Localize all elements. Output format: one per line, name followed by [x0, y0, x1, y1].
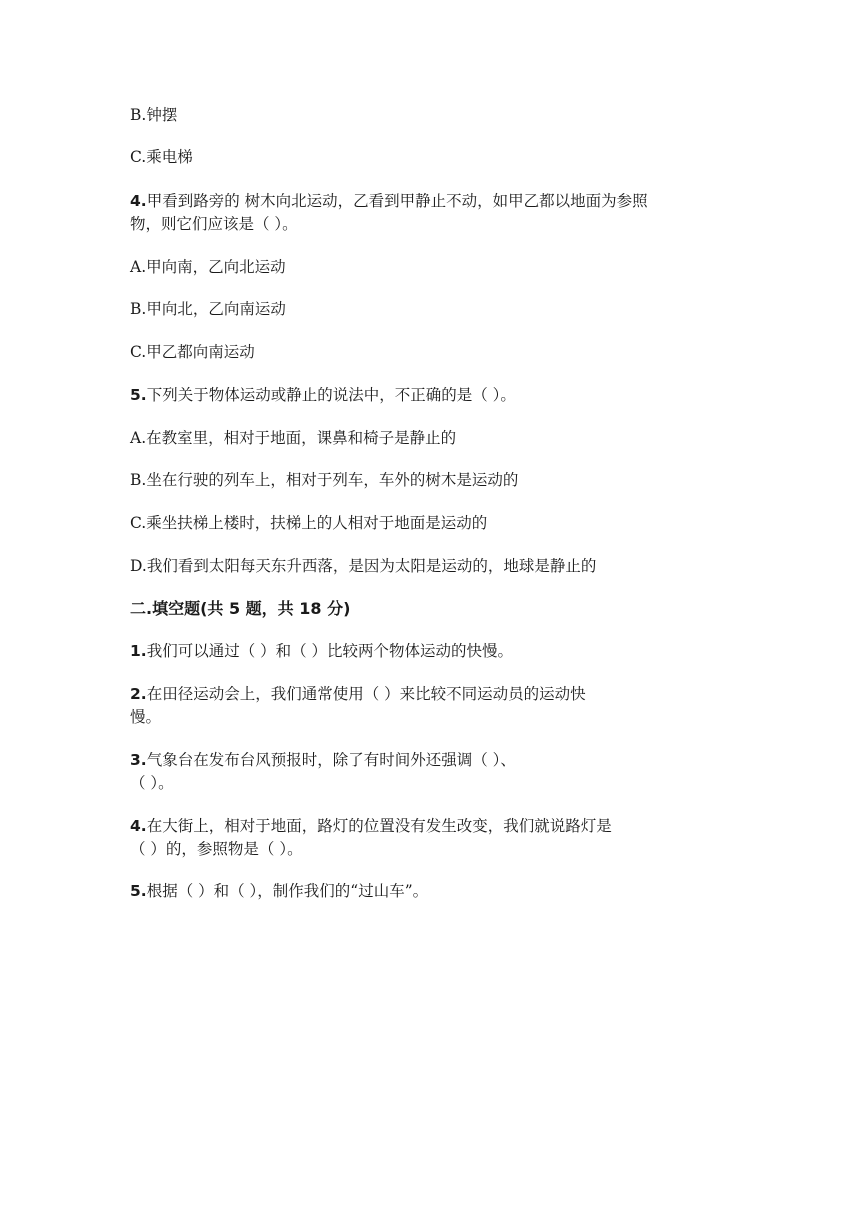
q4-stem-line1: 4.甲看到路旁的 树木向北运动，乙看到甲静止不动，如甲乙都以地面为参照	[130, 192, 648, 210]
q4-stem-line2: 物，则它们应该是（ ）。	[130, 215, 298, 233]
fill-q5: 5.根据（ ）和（ ），制作我们的“过山车”。	[130, 882, 429, 900]
q5-option-c: C.乘坐扶梯上楼时，扶梯上的人相对于地面是运动的	[130, 514, 488, 532]
q3-option-b: B.钟摆	[130, 106, 178, 124]
fill-q3-line1: 3.气象台在发布台风预报时，除了有时间外还强调（ ）、	[130, 751, 516, 769]
fill-q1: 1.我们可以通过（ ）和（ ）比较两个物体运动的快慢。	[130, 642, 514, 660]
fill-q2-line1: 2.在田径运动会上，我们通常使用（ ）来比较不同运动员的运动快	[130, 685, 586, 703]
q5-option-d: D.我们看到太阳每天东升西落，是因为太阳是运动的，地球是静止的	[130, 557, 597, 575]
q4-option-a: A.甲向南，乙向北运动	[130, 258, 286, 276]
q4-number: 4.	[130, 192, 147, 210]
q5-option-b: B.坐在行驶的列车上，相对于列车，车外的树木是运动的	[130, 471, 519, 489]
q5-option-a: A.在教室里，相对于地面，课鼻和椅子是静止的	[130, 429, 457, 447]
section-2-heading: 二.填空题(共 5 题，共 18 分)	[130, 599, 351, 618]
fill-q3-line2: （ ）。	[130, 774, 174, 792]
fill-q2-line2: 慢。	[130, 708, 162, 726]
q5-number: 5.	[130, 386, 147, 404]
q4-option-b: B.甲向北，乙向南运动	[130, 300, 286, 318]
fill-q4-line2: （ ）的，参照物是（ ）。	[130, 840, 303, 858]
q5-stem: 5.下列关于物体运动或静止的说法中，不正确的是（ ）。	[130, 386, 516, 404]
fill-q4-line1: 4.在大街上，相对于地面，路灯的位置没有发生改变，我们就说路灯是	[130, 817, 612, 835]
q3-option-c: C.乘电梯	[130, 148, 193, 166]
q4-option-c: C.甲乙都向南运动	[130, 343, 255, 361]
